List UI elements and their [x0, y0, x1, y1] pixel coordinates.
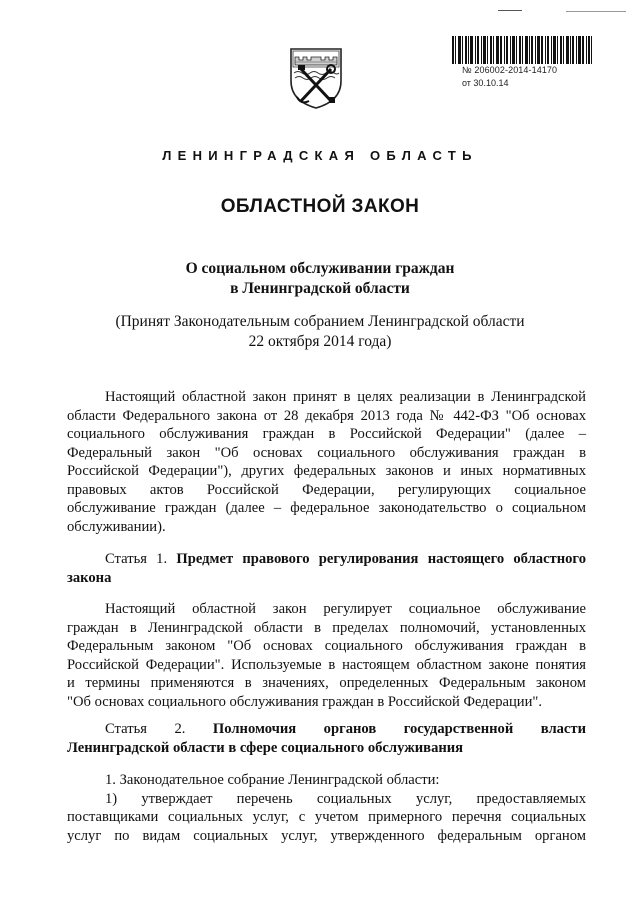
text-line: 1. Законодательное собрание Ленинградской области: — [105, 772, 440, 788]
text-line: 1) утверждает перечень социальных услуг, предоставляемых — [105, 790, 586, 807]
registration-number: № 206002-2014-14170 — [462, 65, 558, 75]
scan-artifact-line — [498, 10, 522, 11]
text-line: граждан в Ленинградской области в пределах полномочий, установленных — [67, 619, 586, 636]
barcode-icon — [452, 36, 592, 64]
article-1-text — [67, 600, 586, 711]
article-prefix: Статья 2. — [105, 721, 186, 737]
article-title: закона — [67, 569, 112, 586]
article-heading-line — [67, 550, 586, 569]
article-1-heading — [67, 550, 586, 587]
text-line: области Федерального закона от 28 декабря 2013 года № 442-ФЗ "Об основах — [67, 407, 586, 424]
text-line: поставщиками социальных услуг, с учетом примерного перечня социальных — [67, 809, 586, 825]
article-2-heading — [67, 720, 586, 757]
text-line: Федеральный закон "Об основах социального обслуживания граждан в — [67, 444, 586, 461]
region-heading: ЛЕНИНГРАДСКАЯ ОБЛАСТЬ — [162, 148, 478, 163]
text-line: обслуживании). — [67, 518, 166, 535]
article-title: Предмет правового регулирования настоящего областного — [176, 551, 586, 567]
article-prefix: Статья 1. — [105, 551, 168, 567]
article-heading-line — [67, 720, 586, 739]
article-2-text — [67, 771, 586, 845]
text-line: социального обслуживания граждан в Российской Федерации" (далее – — [67, 426, 586, 442]
subject-line: в Ленинградской области — [230, 280, 410, 297]
subject-line: О социальном обслуживании граждан — [185, 260, 455, 277]
adoption-line: (Принят Законодательным собранием Ленинградской области — [115, 313, 525, 330]
law-subject-title — [0, 259, 640, 299]
preamble-paragraph — [67, 388, 586, 536]
text-line: Федеральным законом "Об основах социального обслуживания граждан в — [67, 638, 586, 654]
text-line: Российской Федерации". Используемые в настоящем областном законе понятия — [67, 656, 586, 673]
text-line: обслуживание граждан (далее – федеральное законодательство о социальном — [67, 500, 586, 516]
article-title: Ленинградской области в сфере социального обслуживания — [67, 739, 464, 756]
registration-date: от 30.10.14 — [462, 78, 509, 88]
text-line: и термины применяются в значениях, определенных Федеральным законом — [67, 675, 586, 691]
article-title: Полномочия органов государственной власти — [212, 721, 586, 737]
adoption-note — [0, 312, 640, 352]
text-line: правовых актов Российской Федерации, регулирующих социальное — [67, 481, 586, 498]
text-line: Российской Федерации"), других федеральных законов и иных нормативных — [67, 463, 586, 479]
adoption-line: 22 октября 2014 года) — [248, 333, 392, 350]
coat-of-arms-icon — [287, 45, 345, 111]
law-type-heading: ОБЛАСТНОЙ ЗАКОН — [220, 196, 420, 217]
text-line: "Об основах социального обслуживания граждан в Российской Федерации". — [67, 693, 543, 710]
scan-artifact-line — [566, 11, 626, 12]
text-line: Настоящий областной закон регулирует социальное обслуживание — [105, 601, 586, 617]
text-line: Настоящий областной закон принят в целях реализации в Ленинградской — [105, 389, 586, 405]
text-line: услуг по видам социальных услуг, утвержденного федеральным органом — [67, 827, 586, 844]
